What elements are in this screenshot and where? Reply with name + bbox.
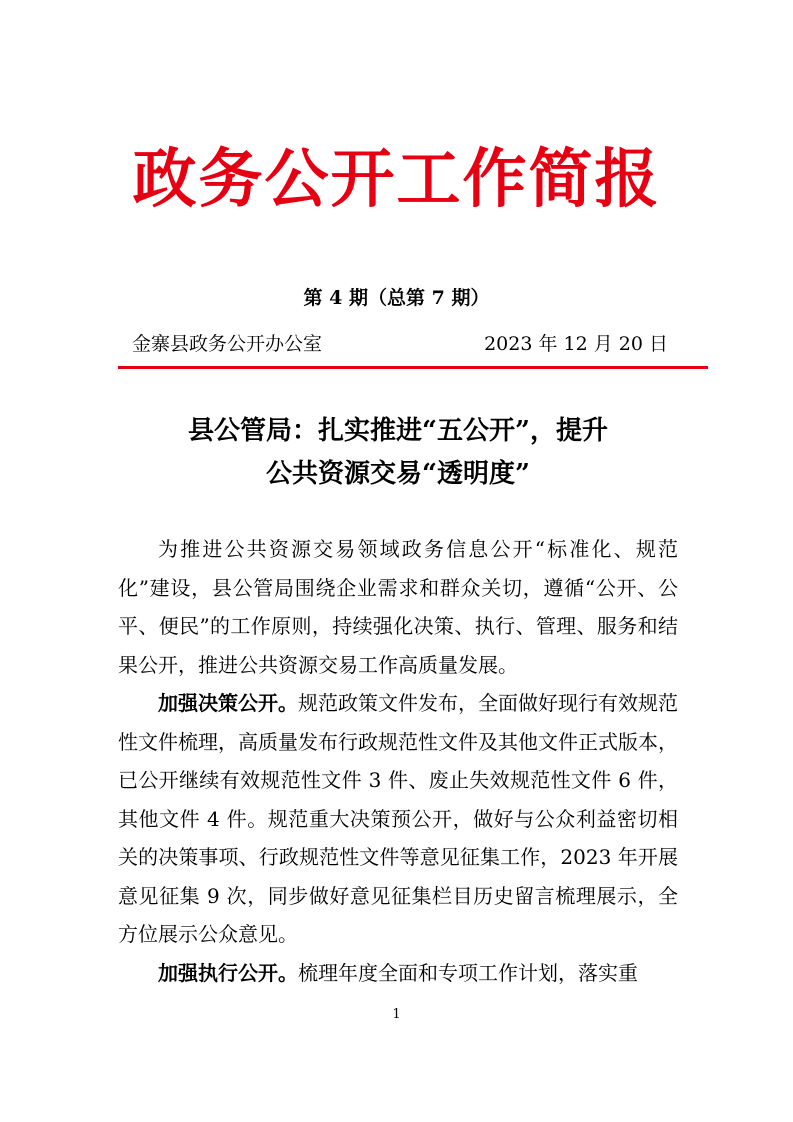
masthead-title: 政务公开工作简报 xyxy=(132,142,661,217)
issue-number: 第 4 期（总第 7 期） xyxy=(303,287,490,309)
headline-line-2: 公共资源交易“透明度” xyxy=(266,459,530,489)
article-headline xyxy=(118,410,678,496)
paragraph-text: 梳理年度全面和专项工作计划，落实重 xyxy=(298,960,638,985)
page-number: 1 xyxy=(392,1007,401,1022)
article-body xyxy=(118,530,678,992)
paragraph-execution-disclosure xyxy=(118,954,678,993)
red-divider-rule xyxy=(118,366,708,369)
paragraph-text: 规范政策文件发布，全面做好现行有效规范性文件梳理，高质量发布行政规范性文件及其他文件正式版本，已公开继续有效规范性文件 3 件、废止失效规范性文件 6 件，其他文件 4 件。规范重大决策预公开，做好与公众利益密切相关的决策事项、行政规范性文件等意见征集工作，2023 年开展意见征集 9 次，同步做好意见征集栏目历史留言梳理展示，全方位展示公众意见。 xyxy=(118,691,678,946)
paragraph-decision-disclosure xyxy=(118,684,678,954)
paragraph-lead: 加强决策公开。 xyxy=(158,691,298,715)
issue-date: 2023 年 12 月 20 日 xyxy=(484,333,668,355)
paragraph-intro xyxy=(118,530,678,684)
paragraph-text: 为推进公共资源交易领域政务信息公开“标准化、规范化”建设，县公管局围绕企业需求和群众关切，遵循“公开、公平、便民”的工作原则，持续强化决策、执行、管理、服务和结果公开，推进公共资源交易工作高质量发展。 xyxy=(118,537,678,677)
issuing-office: 金寨县政务公开办公室 xyxy=(132,333,323,355)
paragraph-lead: 加强执行公开。 xyxy=(158,960,298,985)
headline-line-1: 县公管局：扎实推进“五公开”，提升 xyxy=(188,416,608,446)
